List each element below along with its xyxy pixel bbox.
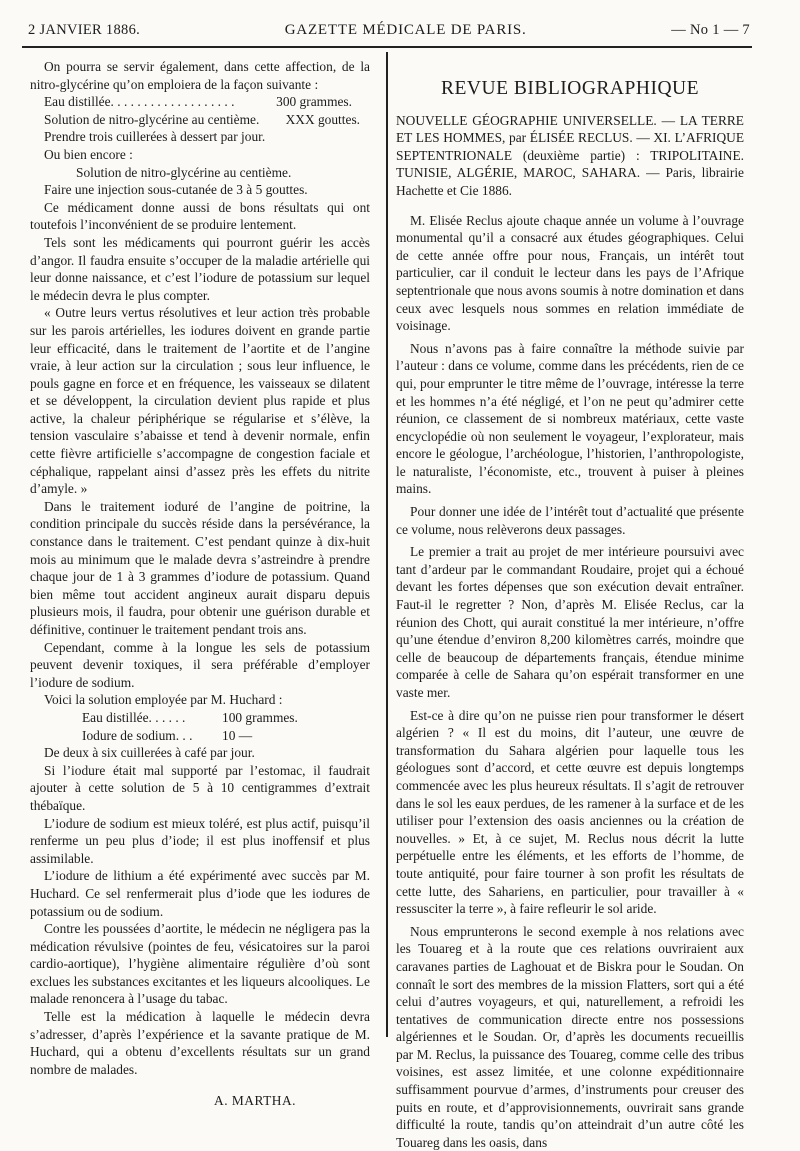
formula-line [30,111,370,129]
paragraph: Nous n’avons pas à faire connaître la méthode suivie par l’auteur : dans ce volume, comme dans les précédents, rien de ce qui, pour emprunter le titre même de l’ouvrage, intéresse la terre et les hommes n’a été négligé, et l’on ne peut qu’admirer cette réunion, ce classement de si nombreux matériaux, cette vaste encyclopédie où non seulement le voyageur, l’explorateur, mais encore le géologue, l’archéologue, l’historien, l’anthropologiste, le naturaliste, l’économiste, etc., trouvent à puiser à pleines mains. [396,340,744,497]
page-header [28,22,750,44]
formula-line [30,727,370,745]
right-column [396,58,744,1151]
paragraph: Tels sont les médicaments qui pourront guérir les accès d’angor. Il faudra ensuite s’occuper de la maladie artérielle qui leur donne naissance, et c’est l’iodure de potassium sur lequel le médecin devra le plus compter. [30,234,370,303]
paragraph: Est-ce à dire qu’on ne puisse rien pour transformer le désert algérien ? « Il est du moins, dit l’auteur, une œuvre de transformation du Sahara algérien pour laquelle tous les géologues sont d’accord, et cette œuvre est depuis longtemps commencée avec les plus heureux résultats. Il s’agit de retrouver dans le sol les eaux perdues, de les ramener à la surface et de les utiliser pour l’extension des oasis anciennes ou la création de nouvelles. » Et, à ce sujet, M. Reclus nous décrit la lutte perpétuelle entre les éléments, et les efforts de l’homme, de toute antiquité, pour faire tourner à son profit les résultats de cette lutte, des Sahariens, en particulier, pour travailler à « ressusciter la terre », à faire refleurir le sol aride. [396,707,744,917]
paragraph: Telle est la médication à laquelle le médecin devra s’adresser, d’après l’expérience et la savante pratique de M. Huchard, qui a obtenu d’excellents résultats sur un grand nombre de malades. [30,1009,370,1077]
paragraph: Contre les poussées d’aortite, le médecin ne négligera pas la médication révulsive (pointes de feu, vésicatoires sur la paroi cardio-aortique), l’hygiène alimentaire régulière d’où sont exclues les substances excitantes et les liqueurs alcooliques. Le malade renoncera à l’usage du tabac. [30,921,370,1007]
header-rule [22,46,752,48]
formula-ingredient: Eau distillée. . . . . . [82,709,186,725]
paragraph: Dans le traitement ioduré de l’angine de poitrine, la condition principale du succès réside dans la persévérance, la constance dans le traitement. C’est pendant quinze à dix-huit mois au minimum que le malade devra s’astreindre à prendre chaque jour de 1 à 3 grammes d’iodure de potassium. Quand bien même tout accident angineux aurait disparu depuis plusieurs mois, il faudra, pour obtenir une guérison durable et définitive, continuer le traitement pendant trois ans. [30,498,370,637]
paragraph: Voici la solution employée par M. Huchard : [44,692,283,708]
formula-ingredient: Eau distillée. . . . . . . . . . . . . . . . . . . [44,94,235,110]
bibliographic-reference: NOUVELLE GÉOGRAPHIE UNIVERSELLE. — LA TERRE ET LES HOMMES, par ÉLISÉE RECLUS. — XI. L’AFRIQUE SEPTENTRIONALE (deuxième partie) : TRIPOLITAINE. TUNISIE, ALGÉRIE, MAROC, SAHARA. — Paris, librairie Hachette et Cie 1886. [396,112,744,198]
paragraph: L’iodure de lithium a été expérimenté avec succès par M. Huchard. Ce sel renfermerait plus d’iode que les iodures de potassium ou de sodium. [30,868,370,919]
paragraph: Ce médicament donne aussi de bons résultats qui ont toutefois l’inconvénient de se produire lentement. [30,199,370,233]
formula-quantity: 300 grammes. [276,94,352,110]
paragraph: Si l’iodure était mal supporté par l’estomac, il faudrait ajouter à cette solution de 5 à 10 centigrammes d’extrait thébaïque. [30,762,370,813]
formula-quantity: XXX gouttes. [285,111,360,127]
header-date: 2 JANVIER 1886. [28,22,141,38]
paragraph: L’iodure de sodium est mieux toléré, est plus actif, puisqu’il renferme un peu plus d’iode; il est plus inoffensif et plus assimilable. [30,815,370,866]
left-column [30,58,370,1110]
paragraph: On pourra se servir également, dans cette affection, de la nitro-glycérine qu’on emploiera de la façon suivante : [30,59,370,92]
paragraph: Le premier a trait au projet de mer intérieure poursuivi avec tant d’ardeur par le commandant Roudaire, projet qui a échoué devant les fortes dépenses que son exécution devait entraîner. Faut-il le regretter ? Non, d’après M. Elisée Reclus, car la réunion des Chott, qui aurait constitué la mer intérieure, n’offre qu’une étendue d’environ 8,200 kilomètres carrés, moindre que celle de beaucoup de départements français, étendue minime comparée à celle de Sahara qu’on espérait transformer en une vaste mer. [396,544,744,700]
column-divider [386,52,388,1037]
formula-quantity: 10 — [222,727,253,743]
author-signature: A. MARTHA. [214,1093,296,1109]
formula-ingredient: Solution de nitro-glycérine au centième. [44,111,260,127]
dosage-line: Prendre trois cuillerées à dessert par jour. [44,129,266,145]
paragraph: Ou bien encore : [44,146,133,162]
formula-line [30,93,370,111]
paragraph: Cependant, comme à la longue les sels de potassium peuvent devenir toxiques, il sera préférable d’employer l’iodure de sodium. [30,639,370,690]
formula-ingredient: Iodure de sodium. . . [82,727,193,743]
paragraph: Pour donner une idée de l’intérêt tout d’actualité que présente ce volume, nous relèverons deux passages. [396,504,744,537]
section-title: REVUE BIBLIOGRAPHIQUE [440,78,700,99]
formula-line [30,709,370,727]
formula-quantity: 100 grammes. [222,709,298,725]
paragraph: Nous emprunterons le second exemple à nos relations avec les Touareg et à la route que ces relations ouvriraient aux caravanes parties de Laghouat et de Biskra pour le Soudan. On connaît le sort des membres de la mission Flatters, sort qui a été celui d’autres voyageurs, et qui, naturellement, a refroidi les tentatives de communication directe entre nos possessions algériennes et le Soudan. Or, d’après les documents recueillis par M. Reclus, la puissance des Touareg, comme celle des tribus voisines, est assez limitée, et une colonne expéditionnaire suffisamment pourvue d’armes, d’instruments pour creuser des puits en route, et d’approvisionnements, ouvrirait sans grande difficulté la route, tandis qu’on atteindrait d’un autre côté les Touareg dans les oasis, dans [396,923,744,1150]
header-page-number: — No 1 — 7 [671,22,750,38]
formula-line: Solution de nitro-glycérine au centième. [76,164,292,180]
dosage-line: De deux à six cuillerées à café par jour. [44,745,255,761]
quotation-paragraph: « Outre leurs vertus résolutives et leur action très probable sur les parois artérielles, les iodures doivent en grande partie leur efficacité, dans le traitement de l’aortite et de l’angine vraie, à leur action sur la circulation ; sous leur influence, le pouls gagne en force et en fréquence, les vaisseaux se dilatent et se développent, la circulation devient plus rapide et plus active, la chaleur périphérique se régularise et s’élève, la tension vasculaire s’abaisse et tend à devenir normale, enfin cette fièvre artificielle s’accompagne de congestion faciale et céphalique, rappelant ainsi d’assez près les effets du nitrite d’amyle. » [30,305,370,497]
header-journal-title: GAZETTE MÉDICALE DE PARIS. [284,22,527,38]
paragraph: M. Elisée Reclus ajoute chaque année un volume à l’ouvrage monumental qu’il a consacré aux études géographiques. Celui de cette année offre pour nous, Français, un intérêt tout particulier, car il conduit le lecteur dans les pays de l’Afrique septentrionale que nous avons soumis à notre domination et dans ceux avec lesquels nous sommes en relation immédiate de voisinage. [396,212,744,334]
paragraph: Faire une injection sous-cutanée de 3 à 5 gouttes. [44,182,308,198]
